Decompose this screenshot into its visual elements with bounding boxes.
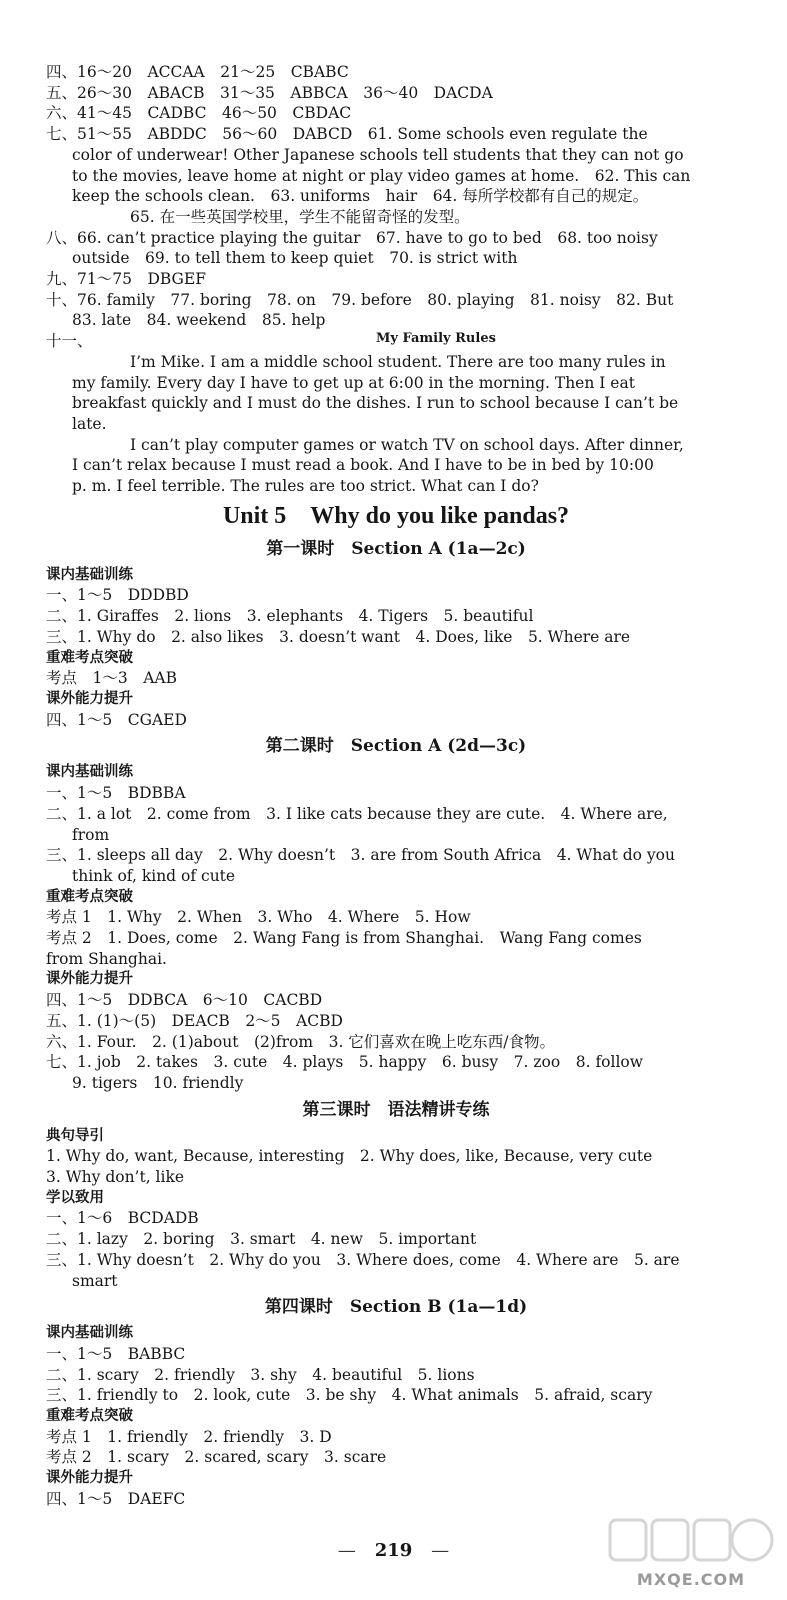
- essay-line: my family. Every day I have to get up at 6:00 in the morning. Then I eat: [72, 373, 635, 392]
- answer-line-51-61: 七、51～55 ABDDC 56～60 DABCD 61. Some schools even regulate the: [46, 125, 648, 144]
- answer-line: 一、1～5 DDDBD: [46, 586, 189, 605]
- section-heading: 学以致用: [46, 1189, 104, 1206]
- page-number-value: 219: [374, 1540, 413, 1561]
- page-dash-right: —: [431, 1540, 450, 1561]
- answer-line: smart: [72, 1271, 118, 1290]
- section-heading: 典句导引: [46, 1127, 104, 1144]
- answer-line: 考点 2 1. Does, come 2. Wang Fang is from Shanghai. Wang Fang comes: [46, 929, 642, 948]
- lesson-title-2: 第二课时 Section A (2d—3c): [265, 736, 527, 757]
- essay-line: p. m. I feel terrible. The rules are too strict. What can I do?: [72, 477, 539, 496]
- answer-line-61-62: to the movies, leave home at night or play video games at home. 62. This can: [72, 166, 691, 185]
- answer-line: 七、1. job 2. takes 3. cute 4. plays 5. happy 6. busy 7. zoo 8. follow: [46, 1053, 644, 1072]
- answer-line: 考点 2 1. scary 2. scared, scary 3. scare: [46, 1448, 387, 1467]
- answer-line-62-64: keep the schools clean. 63. uniforms hair 64. 每所学校都有自己的规定。: [72, 187, 649, 206]
- lesson-title-4: 第四课时 Section B (1a—1d): [264, 1297, 528, 1318]
- answer-line: 一、1～5 BABBC: [46, 1344, 186, 1363]
- answer-line-66-68: 八、66. can’t practice playing the guitar 67. have to go to bed 68. too noisy: [46, 228, 658, 247]
- answer-line-83-85: 83. late 84. weekend 85. help: [72, 311, 326, 330]
- answer-line: 三、1. Why do 2. also likes 3. doesn’t want 4. Does, like 5. Where are: [46, 627, 631, 646]
- page-dash-left: —: [337, 1540, 356, 1561]
- answer-line-16-25: 四、16～20 ACCAA 21～25 CBABC: [46, 63, 349, 81]
- answer-line: 考点 1 1. Why 2. When 3. Who 4. Where 5. How: [46, 908, 471, 927]
- answer-line: 一、1～6 BCDADB: [46, 1209, 199, 1228]
- answer-line-41-50: 六、41～45 CADBC 46～50 CBDAC: [46, 104, 352, 123]
- answer-line: 四、1～5 DAEFC: [46, 1489, 186, 1508]
- answer-line: 三、1. Why doesn’t 2. Why do you 3. Where does, come 4. Where are 5. are: [46, 1250, 680, 1269]
- answer-line-71-75: 九、71～75 DBGEF: [46, 270, 207, 289]
- essay-block: [46, 331, 746, 352]
- section-heading: 课内基础训练: [46, 566, 133, 583]
- answer-line: 9. tigers 10. friendly: [72, 1073, 244, 1092]
- answer-line: 四、1～5 DDBCA 6～10 CACBD: [46, 991, 323, 1010]
- section-heading: 课内基础训练: [46, 1325, 133, 1342]
- essay-line: I can’t play computer games or watch TV on school days. After dinner,: [130, 435, 684, 454]
- section-heading: 重难考点突破: [46, 1408, 133, 1425]
- answer-line: 考点 1～3 AAB: [46, 669, 178, 688]
- answer-line: 六、1. Four. 2. (1)about (2)from 3. 它们喜欢在晚上吃东西/食物。: [46, 1032, 556, 1051]
- watermark-text: MXQE.COM: [636, 1570, 746, 1589]
- answer-line-61-cont: color of underwear! Other Japanese schools tell students that they can not go: [72, 145, 684, 164]
- answer-line: 1. Why do, want, Because, interesting 2. Why does, like, Because, very cute: [46, 1147, 653, 1166]
- essay-line: late.: [72, 414, 107, 433]
- essay-title: My Family Rules: [376, 331, 496, 347]
- answer-line-68-70: outside 69. to tell them to keep quiet 70. is strict with: [72, 249, 518, 268]
- lesson-title-1: 第一课时 Section A (1a—2c): [266, 538, 526, 559]
- lesson-title-3: 第三课时 语法精讲专练: [302, 1099, 490, 1120]
- answer-line: 考点 1 1. friendly 2. friendly 3. D: [46, 1427, 332, 1446]
- answer-line: 一、1～5 BDBBA: [46, 784, 186, 803]
- answer-line: 3. Why don’t, like: [46, 1168, 185, 1187]
- unit-title: Unit 5 Why do you like pandas?: [222, 502, 570, 529]
- answer-line: from Shanghai.: [46, 949, 167, 968]
- section-heading: 重难考点突破: [46, 888, 133, 905]
- answer-line: 四、1～5 CGAED: [46, 710, 187, 729]
- section-heading: 重难考点突破: [46, 649, 133, 666]
- answer-line: 五、1. (1)～(5) DEACB 2～5 ACBD: [46, 1011, 343, 1030]
- answer-line: 二、1. scary 2. friendly 3. shy 4. beautiful 5. lions: [46, 1365, 475, 1384]
- answer-line-26-40: 五、26～30 ABACB 31～35 ABBCA 36～40 DACDA: [46, 83, 493, 102]
- answer-line: 二、1. a lot 2. come from 3. I like cats because they are cute. 4. Where are,: [46, 804, 668, 823]
- essay-line: breakfast quickly and I must do the dishes. I run to school because I can’t be: [72, 394, 679, 413]
- section-heading: 课外能力提升: [46, 690, 133, 707]
- section-heading: 课外能力提升: [46, 971, 133, 988]
- answer-line: 三、1. sleeps all day 2. Why doesn’t 3. are from South Africa 4. What do you: [46, 846, 675, 865]
- answer-line: 二、1. lazy 2. boring 3. smart 4. new 5. important: [46, 1230, 477, 1249]
- answer-line-65: 65. 在一些英国学校里，学生不能留奇怪的发型。: [130, 207, 470, 226]
- section-heading: 课外能力提升: [46, 1470, 133, 1487]
- essay-line: I can’t relax because I must read a book. And I have to be in bed by 10:00: [72, 456, 654, 475]
- answer-page: [46, 62, 746, 1510]
- answer-line: think of, kind of cute: [72, 866, 236, 885]
- answer-line: 二、1. Giraffes 2. lions 3. elephants 4. Tigers 5. beautiful: [46, 607, 534, 626]
- essay-line: I’m Mike. I am a middle school student. There are too many rules in: [130, 352, 666, 371]
- answer-line-76-82: 十、76. family 77. boring 78. on 79. before 80. playing 81. noisy 82. But: [46, 290, 674, 309]
- answer-line: 三、1. friendly to 2. look, cute 3. be shy 4. What animals 5. afraid, scary: [46, 1386, 653, 1405]
- section-heading: 课内基础训练: [46, 764, 133, 781]
- essay-label: 十一、: [46, 332, 93, 351]
- answer-line: from: [72, 825, 110, 844]
